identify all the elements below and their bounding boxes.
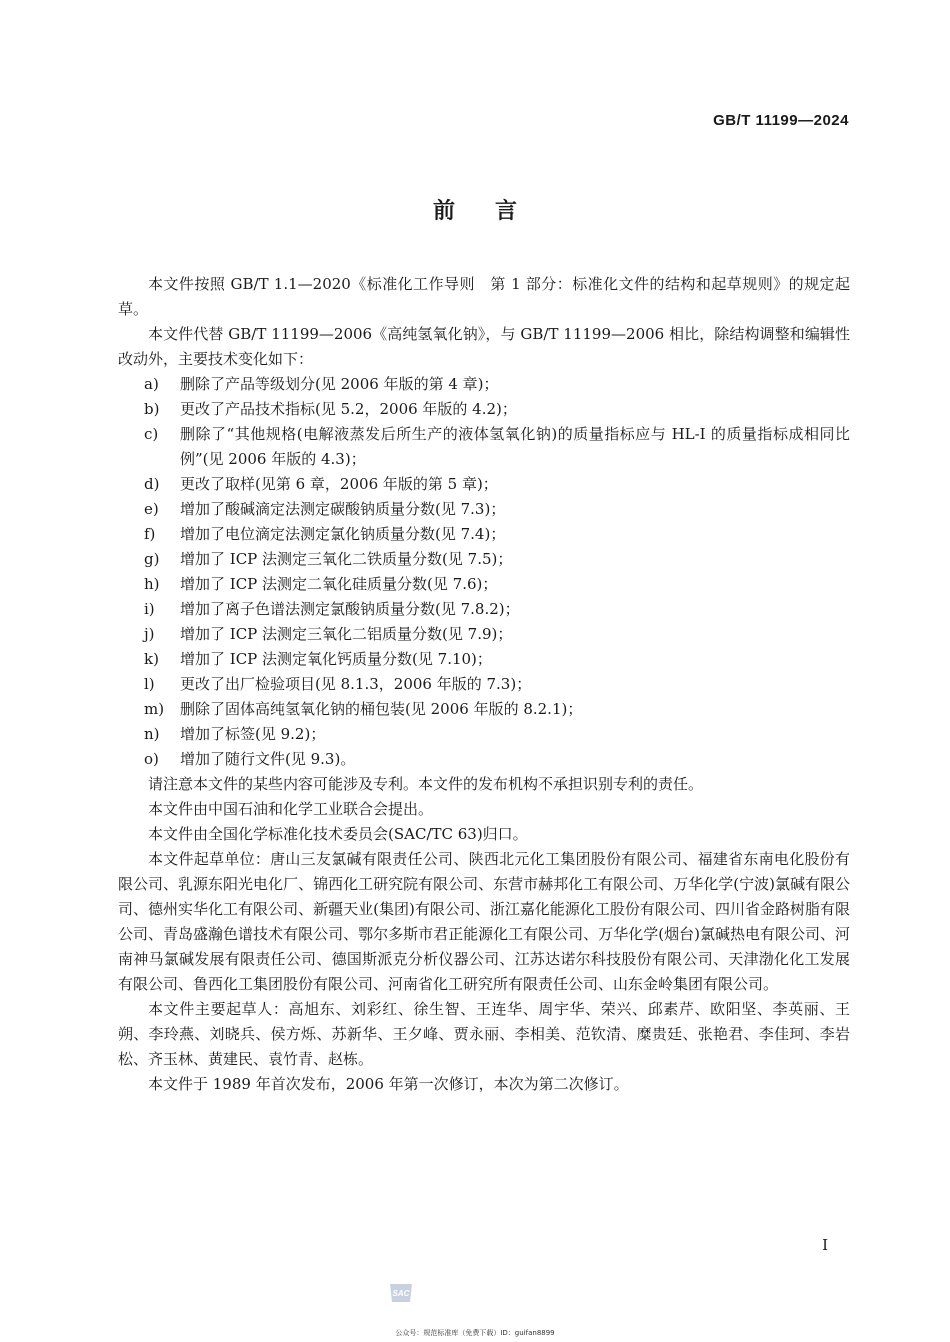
standard-code: GB/T 11199—2024 — [713, 112, 849, 129]
list-item — [118, 647, 850, 672]
list-item — [118, 747, 850, 772]
list-text: 增加了电位滴定法测定氯化钠质量分数(见 7.4)； — [180, 525, 506, 543]
list-text: 增加了随行文件(见 9.3)。 — [180, 750, 356, 768]
list-marker: o) — [144, 750, 159, 768]
list-marker: e) — [144, 500, 159, 518]
list-marker: a) — [144, 375, 159, 393]
page-title: 前言 — [432, 199, 557, 224]
list-item — [118, 697, 850, 722]
preface-body — [118, 272, 850, 1097]
list-marker: b) — [144, 400, 160, 418]
list-marker: n) — [144, 725, 160, 743]
list-text: 更改了出厂检验项目(见 8.1.3，2006 年版的 7.3)； — [180, 675, 532, 693]
list-item — [118, 422, 850, 472]
list-marker: j) — [144, 625, 155, 643]
list-item — [118, 572, 850, 597]
list-marker: f) — [144, 525, 156, 543]
list-text: 增加了 ICP 法测定氧化钙质量分数(见 7.10)； — [180, 650, 492, 668]
paragraph: 本文件代替 GB/T 11199—2006《高纯氢氧化钠》，与 GB/T 11199—2006 相比，除结构调整和编辑性改动外，主要技术变化如下： — [118, 325, 850, 368]
list-marker: m) — [144, 700, 165, 718]
list-item — [118, 372, 850, 397]
list-text: 更改了取样(见第 6 章，2006 年版的第 5 章)； — [180, 475, 498, 493]
page-number: I — [822, 1236, 828, 1254]
list-item — [118, 597, 850, 622]
list-item — [118, 722, 850, 747]
history-paragraph: 本文件于 1989 年首次发布，2006 年第一次修订，本次为第二次修订。 — [148, 1075, 629, 1093]
drafters-paragraph: 本文件主要起草人：高旭东、刘彩红、徐生智、王连华、周宇华、荣兴、邱素芹、欧阳坚、李英丽、王朔、李玲燕、刘晓兵、侯方烁、苏新华、王夕峰、贾永丽、李相美、范钦清、糜贵廷、张艳君、李佳珂、李岩松、齐玉林、黄建民、袁竹青、赵栋。 — [118, 1000, 850, 1068]
list-text: 增加了酸碱滴定法测定碳酸钠质量分数(见 7.3)； — [180, 500, 506, 518]
list-marker: d) — [144, 475, 160, 493]
list-text: 删除了固体高纯氢氧化钠的桶包装(见 2006 年版的 8.2.1)； — [180, 700, 583, 718]
changes-list — [118, 372, 850, 772]
paragraph: 本文件按照 GB/T 1.1—2020《标准化工作导则 第 1 部分：标准化文件的结构和起草规则》的规定起草。 — [118, 275, 850, 318]
list-marker: h) — [144, 575, 160, 593]
list-text: 增加了标签(见 9.2)； — [180, 725, 326, 743]
list-text: 增加了 ICP 法测定三氧化二铝质量分数(见 7.9)； — [180, 625, 513, 643]
list-text: 删除了产品等级划分(见 2006 年版的第 4 章)； — [180, 375, 499, 393]
sac-logo — [386, 1281, 416, 1305]
footer-note: 公众号：规范标准库（免费下载）ID：guifan8899 — [395, 1329, 555, 1337]
list-item — [118, 472, 850, 497]
list-item — [118, 672, 850, 697]
proposer-paragraph: 本文件由中国石油和化学工业联合会提出。 — [148, 800, 434, 818]
list-text: 增加了离子色谱法测定氯酸钠质量分数(见 7.8.2)； — [180, 600, 520, 618]
committee-paragraph: 本文件由全国化学标准化技术委员会(SAC/TC 63)归口。 — [148, 825, 528, 843]
list-item — [118, 547, 850, 572]
list-marker: g) — [144, 550, 160, 568]
list-marker: k) — [144, 650, 159, 668]
list-text: 增加了 ICP 法测定二氧化硅质量分数(见 7.6)； — [180, 575, 498, 593]
list-item — [118, 497, 850, 522]
list-marker: c) — [144, 425, 159, 443]
patent-notice: 请注意本文件的某些内容可能涉及专利。本文件的发布机构不承担识别专利的责任。 — [148, 775, 704, 793]
list-marker: i) — [144, 600, 155, 618]
list-text: 更改了产品技术指标(见 5.2，2006 年版的 4.2)； — [180, 400, 517, 418]
list-item — [118, 397, 850, 422]
list-marker: l) — [144, 675, 155, 693]
list-text: 增加了 ICP 法测定三氧化二铁质量分数(见 7.5)； — [180, 550, 513, 568]
sac-logo-text: SAC — [392, 1289, 410, 1298]
list-text: 删除了“其他规格(电解液蒸发后所生产的液体氢氧化钠)的质量指标应与 HL-I 的质量指标成相同比例”(见 2006 年版的 4.3)； — [180, 425, 850, 468]
drafting-units-paragraph: 本文件起草单位：唐山三友氯碱有限责任公司、陕西北元化工集团股份有限公司、福建省东南电化股份有限公司、乳源东阳光电化厂、锦西化工研究院有限公司、东营市赫邦化工有限公司、万华化学(宁波)氯碱有限公司、德州实华化工有限公司、新疆天业(集团)有限公司、浙江嘉化能源化工股份有限公司、四川省金路树脂有限公司、青岛盛瀚色谱技术有限公司、鄂尔多斯市君正能源化工有限公司、万华化学(烟台)氯碱热电有限公司、河南神马氯碱发展有限责任公司、德国斯派克分析仪器公司、江苏达诺尔科技股份有限公司、天津渤化化工发展有限公司、鲁西化工集团股份有限公司、河南省化工研究所有限责任公司、山东金岭集团有限公司。 — [118, 850, 850, 993]
list-item — [118, 622, 850, 647]
list-item — [118, 522, 850, 547]
